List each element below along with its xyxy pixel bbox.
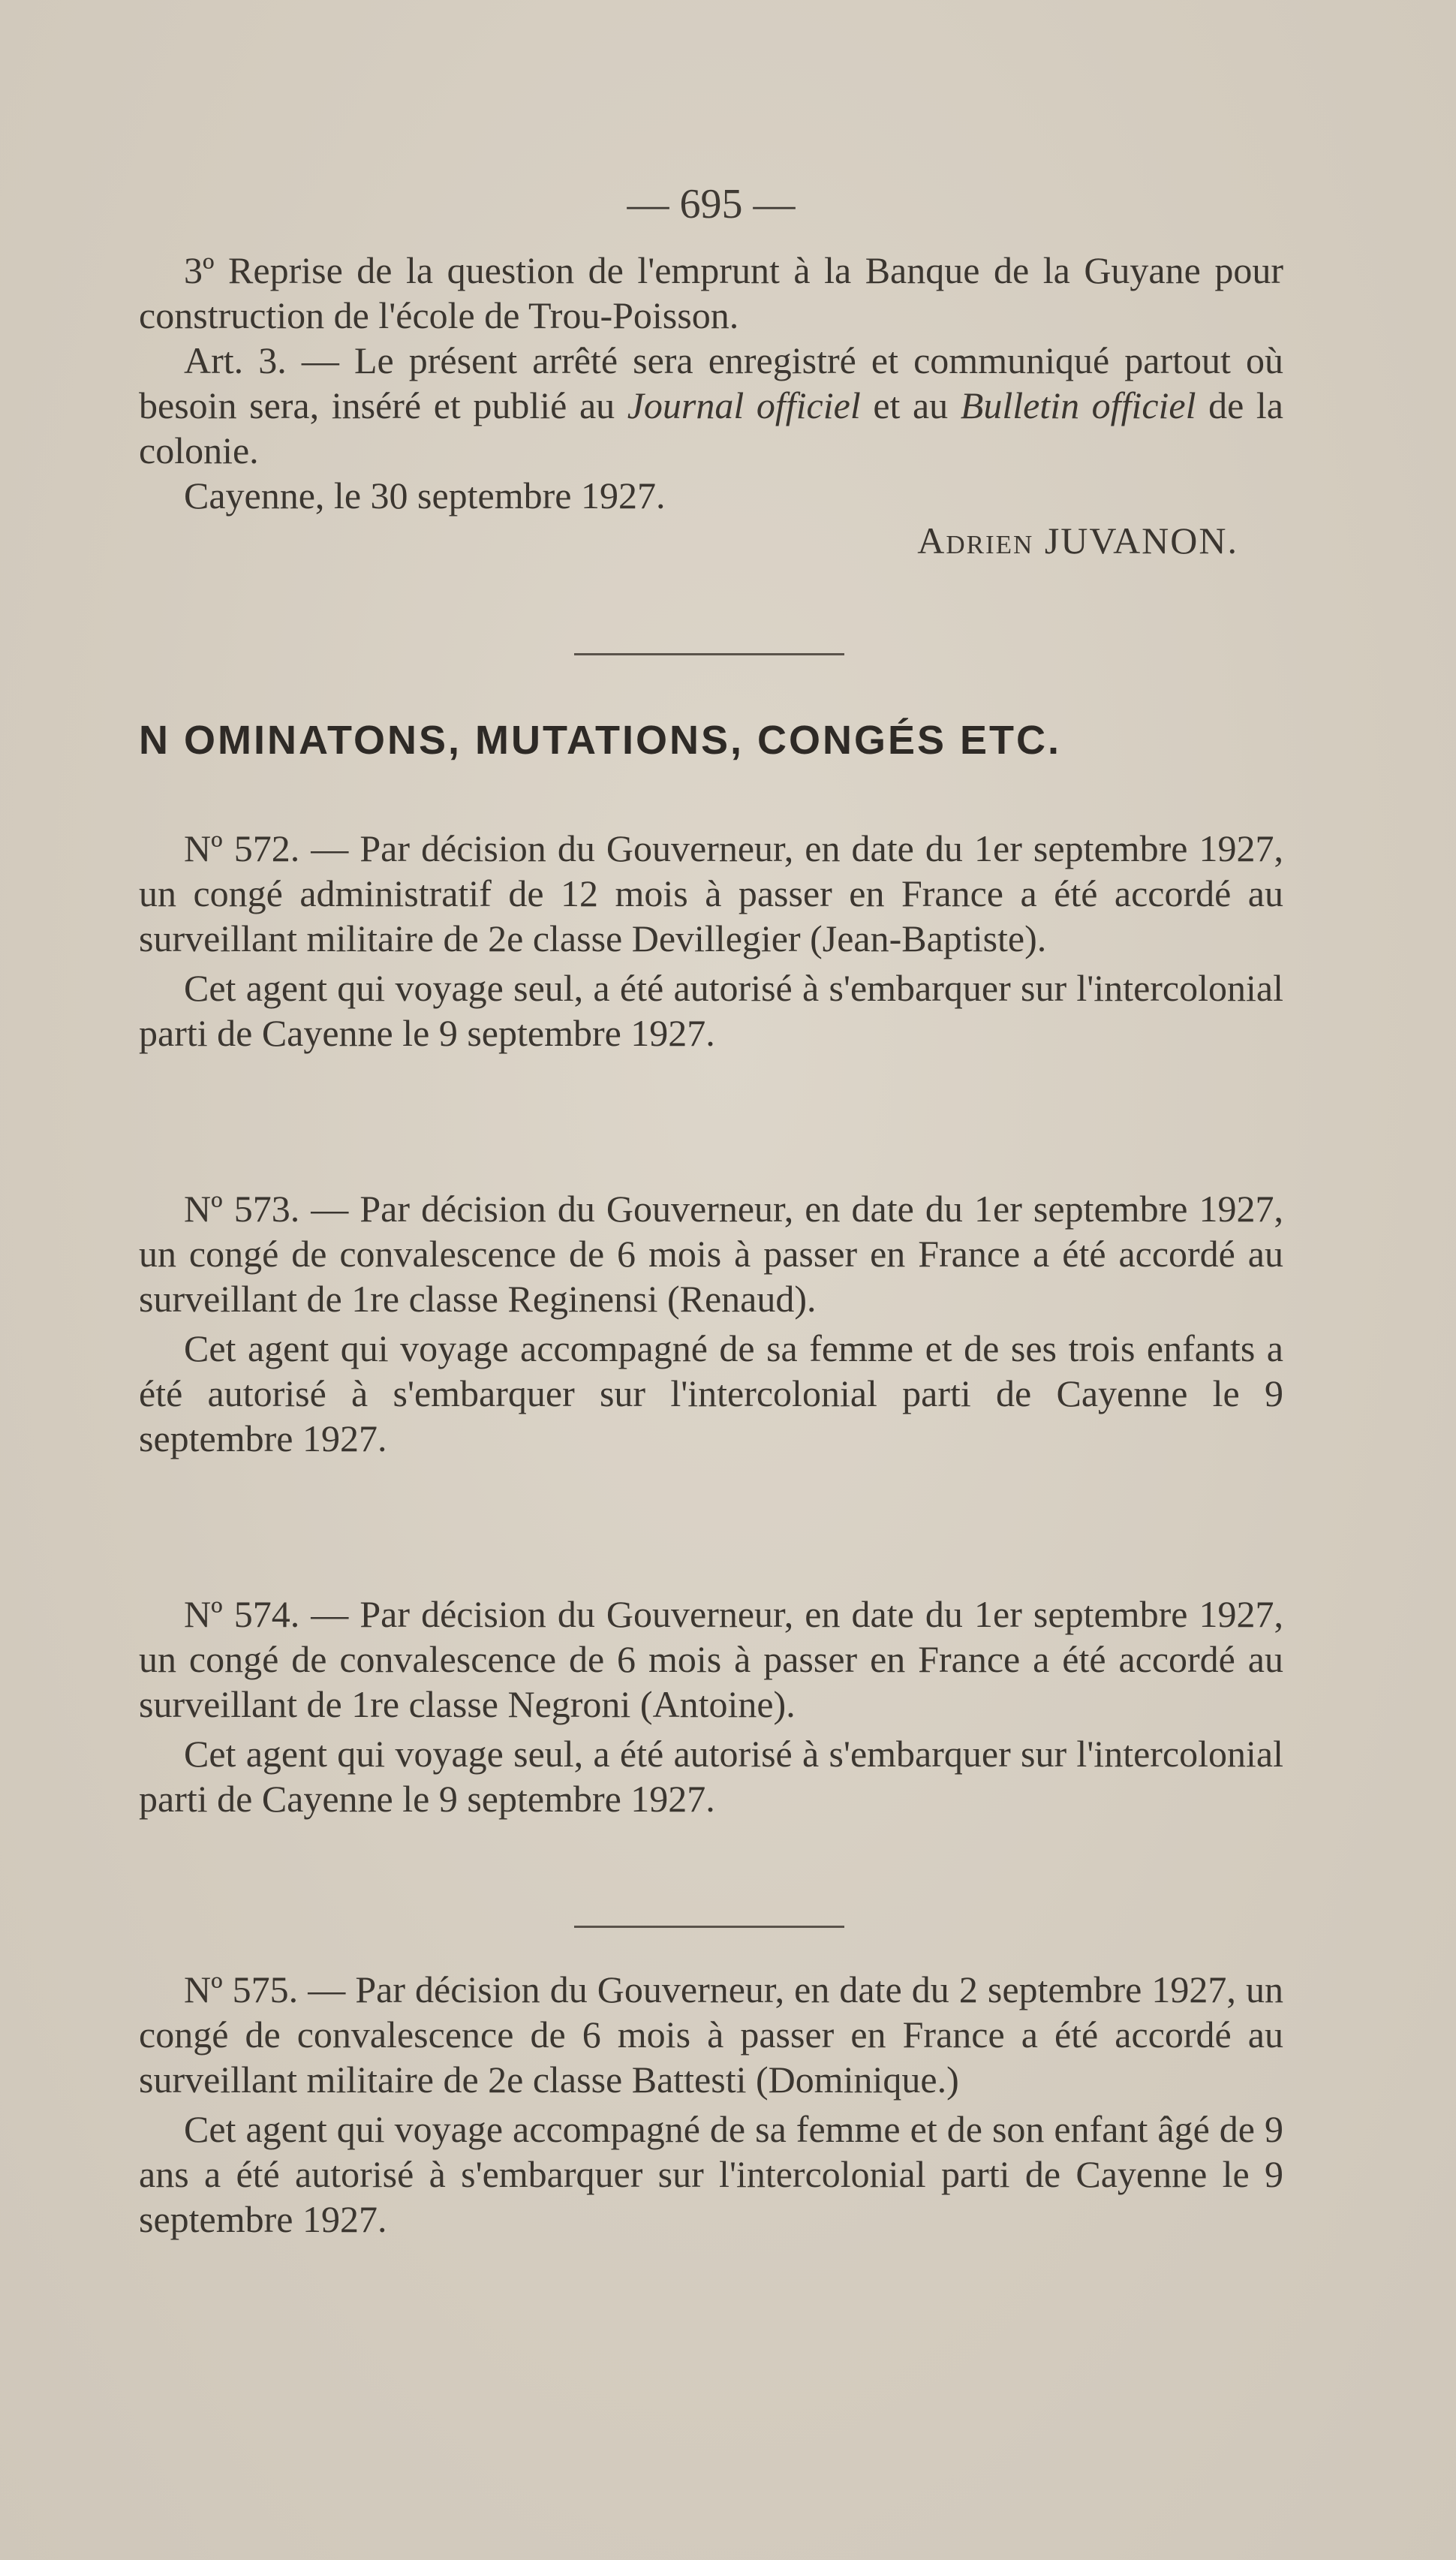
article-3-text: Art. 3. — Le présent arrêté sera enregistré et communiqué partout où besoin sera, inséré et publié au: [139, 339, 1283, 426]
signature: Adrien JUVANON.: [917, 520, 1238, 562]
place-date: Cayenne, le 30 septembre 1927.: [184, 474, 666, 517]
separator-rule: [574, 653, 844, 655]
journal-officiel-ref: Journal officiel: [627, 384, 861, 426]
entry-575-decision: Nº 575. — Par décision du Gouverneur, en date du 2 septembre 1927, un congé de convalescence de 6 mois à passer en France a été accordé au surveillant militaire de 2e classe Battesti (Dominique.): [139, 1968, 1283, 2101]
entry-575-travel: Cet agent qui voyage accompagné de sa femme et de son enfant âgé de 9 ans a été autorisé à s'embarquer sur l'intercolonial parti de Cayenne le 9 septembre 1927.: [139, 2108, 1283, 2240]
entry-572-travel: Cet agent qui voyage seul, a été autorisé à s'embarquer sur l'intercolonial parti de Cayenne le 9 septembre 1927.: [139, 967, 1283, 1054]
separator-rule: [574, 1926, 844, 1928]
entry-573: [139, 1186, 1283, 1461]
entry-574-decision: Nº 574. — Par décision du Gouverneur, en date du 1er septembre 1927, un congé de convalescence de 6 mois à passer en France a été accordé au surveillant de 1re classe Negroni (Antoine).: [139, 1593, 1283, 1725]
page-number: — 695 —: [627, 181, 796, 227]
bulletin-officiel-ref: Bulletin officiel: [960, 384, 1196, 426]
entry-573-travel: Cet agent qui voyage accompagné de sa femme et de ses trois enfants a été autorisé à s'embarquer sur l'intercolonial parti de Cayenne le 9 septembre 1927.: [139, 1327, 1283, 1459]
entry-574-travel: Cet agent qui voyage seul, a été autorisé à s'embarquer sur l'intercolonial parti de Cayenne le 9 septembre 1927.: [139, 1733, 1283, 1820]
article-3-connector: et au: [860, 384, 961, 426]
article-3-paragraph: [139, 338, 1283, 473]
item-3-paragraph: 3º Reprise de la question de l'emprunt à la Banque de la Guyane pour construction de l'école de Trou-Poisson.: [139, 249, 1283, 336]
arrete-closing: [139, 248, 1283, 563]
entry-572-decision: Nº 572. — Par décision du Gouverneur, en date du 1er septembre 1927, un congé administratif de 12 mois à passer en France a été accordé au surveillant militaire de 2e classe Devillegier (Jean-Baptiste).: [139, 827, 1283, 959]
section-title: N OMINATONS, MUTATIONS, CONGÉS ETC.: [139, 718, 1062, 763]
entry-572: [139, 826, 1283, 1056]
entry-575: [139, 1967, 1283, 2242]
entry-574: [139, 1592, 1283, 1821]
entry-573-decision: Nº 573. — Par décision du Gouverneur, en date du 1er septembre 1927, un congé de convalescence de 6 mois à passer en France a été accordé au surveillant de 1re classe Reginensi (Renaud).: [139, 1188, 1283, 1320]
article-3-end: de la colonie.: [139, 384, 1283, 471]
